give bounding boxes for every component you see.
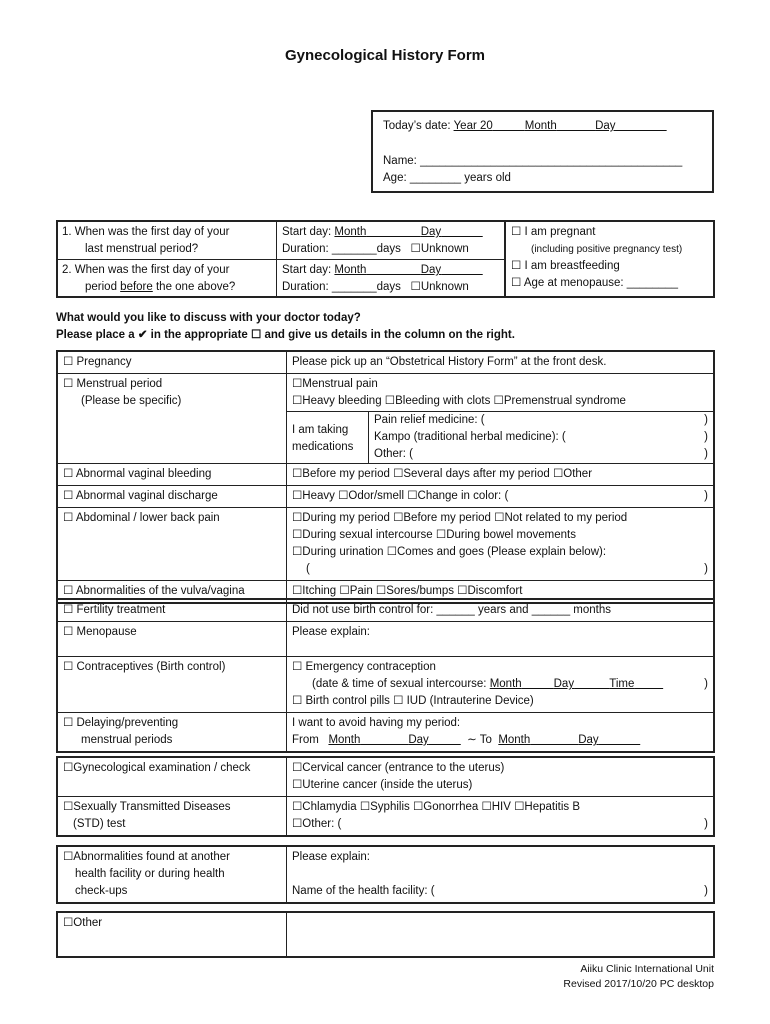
abnormalities-field[interactable]: Please explain: Name of the health facility: ( ) xyxy=(287,846,715,903)
breastfeeding-checkbox[interactable]: ☐ I am breastfeeding xyxy=(511,260,620,272)
vulva-checkbox[interactable]: ☐ Abnormalities of the vulva/vagina xyxy=(57,581,287,604)
medications-fields[interactable]: Pain relief medicine: ( ) Kampo (traditional herbal medicine): ( ) Other: ( ) xyxy=(374,414,708,460)
screening-table xyxy=(56,756,715,837)
age-label: Age: xyxy=(383,172,407,184)
std-test-checkbox[interactable]: ☐Sexually Transmitted Diseases (STD) test xyxy=(57,797,287,837)
abnormalities-table xyxy=(56,845,715,904)
gyn-exam-options[interactable]: ☐Cervical cancer (entrance to the uterus) ☐Uterine cancer (inside the uterus) xyxy=(287,757,715,797)
status-options[interactable]: ☐ I am pregnant (including positive pregnancy test) ☐ I am breastfeeding ☐ Age at menopause: ________ xyxy=(511,224,682,292)
gyn-exam-checkbox[interactable]: ☐Gynecological examination / check xyxy=(57,757,287,797)
contraceptive-options[interactable]: ☐ Emergency contraception (date & time of sexual intercourse: Month Day Time ) ☐ Birth control pills ☐ IUD (Intrauterine Device) xyxy=(287,657,715,713)
menopause-checkbox[interactable]: ☐ Menopause xyxy=(57,622,287,657)
name-label: Name: xyxy=(383,155,417,167)
abnormal-bleeding-checkbox[interactable]: ☐ Abnormal vaginal bleeding xyxy=(57,464,287,486)
bleeding-options[interactable]: ☐Before my period ☐Several days after my period ☐Other xyxy=(287,464,715,486)
date-label: Today’s date: xyxy=(383,120,451,132)
abdominal-options[interactable]: ☐During my period ☐Before my period ☐Not related to my period ☐During sexual intercourse ☐During bowel movements ☐During urination ☐Comes and goes (Please explain below): ( ) xyxy=(287,508,715,581)
q1-answer[interactable]: Start day: Month Day Duration: _______days ☐Unknown xyxy=(282,226,469,255)
instructions: What would you like to discuss with your doctor today? Please place a ✔ in the appropriate ☐ and give us details in the column on the right. xyxy=(56,312,515,341)
menstrual-checkbox[interactable]: ☐ Menstrual period (Please be specific) xyxy=(57,374,287,464)
age-suffix: years old xyxy=(464,172,511,184)
menstrual-pain-checkbox[interactable]: ☐Menstrual pain xyxy=(292,378,378,390)
age-field[interactable]: ________ xyxy=(409,172,462,184)
medications-label: I am taking medications xyxy=(287,412,369,463)
discharge-checkbox[interactable]: ☐ Abnormal vaginal discharge xyxy=(57,486,287,508)
discharge-options[interactable]: ☐Heavy ☐Odor/smell ☐Change in color: ( ) xyxy=(287,486,715,508)
date-field[interactable]: Year 20 Month Day xyxy=(453,120,616,132)
delay-period-checkbox[interactable]: ☐ Delaying/preventing menstrual periods xyxy=(57,713,287,753)
menstrual-options[interactable]: ☐Heavy bleeding ☐Bleeding with clots ☐Premenstrual syndrome xyxy=(292,395,626,407)
menopause-age-field[interactable]: ☐ Age at menopause: ________ xyxy=(511,277,678,289)
fertility-field[interactable]: Did not use birth control for: ______ years and ______ months xyxy=(287,599,715,622)
abnormalities-checkbox[interactable]: ☐Abnormalities found at another health facility or during health check-ups xyxy=(57,846,287,903)
other-table xyxy=(56,911,715,958)
question-2: 2. When was the first day of your period before the one above? xyxy=(62,264,236,293)
vulva-options[interactable]: ☐Itching ☐Pain ☐Sores/bumps ☐Discomfort xyxy=(287,581,715,604)
pregnant-checkbox[interactable]: ☐ I am pregnant xyxy=(511,226,596,238)
q2-answer[interactable]: Start day: Month Day Duration: _______days ☐Unknown xyxy=(282,264,469,293)
footer: Aiiku Clinic International Unit Revised 2017/10/20 PC desktop xyxy=(563,963,714,990)
patient-info-box xyxy=(371,110,714,193)
page-title: Gynecological History Form xyxy=(284,47,486,64)
other-field[interactable] xyxy=(287,912,715,957)
contraceptives-checkbox[interactable]: ☐ Contraceptives (Birth control) xyxy=(57,657,287,713)
abdominal-pain-checkbox[interactable]: ☐ Abdominal / lower back pain xyxy=(57,508,287,581)
delay-period-field[interactable]: I want to avoid having my period: From Month Day ∼ To Month Day xyxy=(287,713,715,753)
question-1: 1. When was the first day of your last menstrual period? xyxy=(62,226,230,255)
concerns-table: ☐ Pregnancy Please pick up an “Obstetrical History Form” at the front desk. ☐ Menstrual period (Please be specific) ☐Menstrual pain ☐Heavy bleeding ☐Bleeding with clots ☐Premenstrual syndrome I am taking medications Pain relief medicine: ( ) Kampo (traditional herbal medicine): ( ) Other: ( ) ☐ Abnormal vaginal bleeding ☐Before my period ☐Several days after my period ☐Other ☐ Abnormal vaginal discharge ☐Heavy ☐Odor/smell ☐Change in color: ( ) ☐ Abdominal / lower back pain ☐During my period ☐Before my period ☐Not related to my period ☐During sexual intercourse ☐During bowel movements ☐During urination ☐Comes and goes (Please explain below): ( ) ☐ Abnormalities of the vulva/vagina ☐Itching ☐Pain ☐Sores/bumps ☐Discomfort xyxy=(56,350,715,604)
reproductive-table xyxy=(56,598,715,753)
fertility-checkbox[interactable]: ☐ Fertility treatment xyxy=(57,599,287,622)
menopause-field[interactable]: Please explain: xyxy=(287,622,715,657)
pregnancy-checkbox[interactable]: ☐ Pregnancy xyxy=(57,351,287,374)
other-checkbox[interactable]: ☐Other xyxy=(57,912,287,957)
std-options[interactable]: ☐Chlamydia ☐Syphilis ☐Gonorrhea ☐HIV ☐Hepatitis B ☐Other: ( ) xyxy=(287,797,715,837)
name-field[interactable]: _________________________________________ xyxy=(420,155,683,167)
